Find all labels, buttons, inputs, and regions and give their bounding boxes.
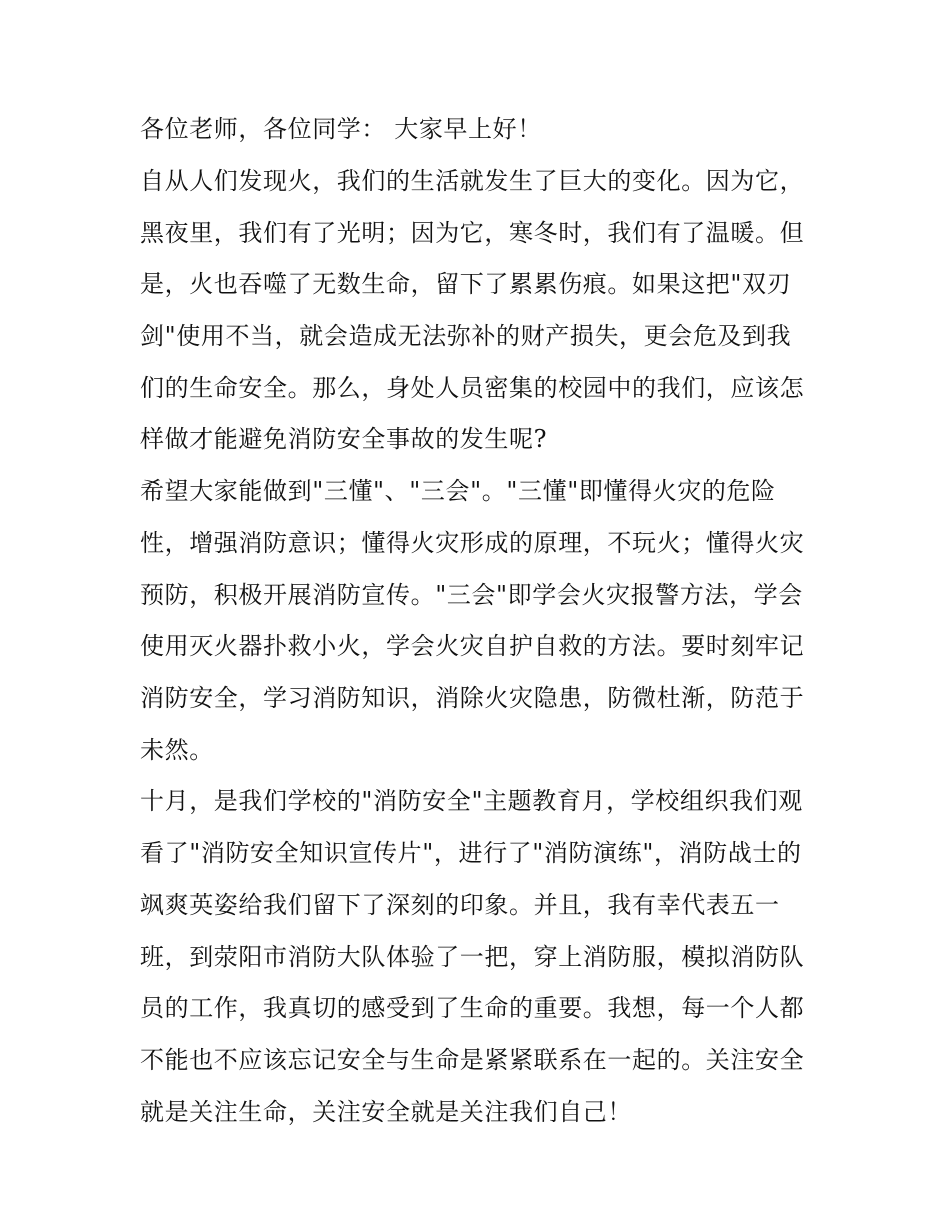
text-line: 不能也不应该忘记安全与生命是紧紧联系在一起的。关注安全: [140, 1046, 805, 1074]
text-line: 样做才能避免消防安全事故的发生呢?: [140, 425, 548, 453]
text-line-greeting: 各位老师，各位同学： 大家早上好！: [140, 115, 542, 143]
text-line: 们的生命安全。那么，身处人员密集的校园中的我们，应该怎: [140, 374, 805, 402]
text-line: 性，增强消防意识；懂得火灾形成的原理，不玩火；懂得火灾: [140, 529, 805, 557]
text-line: 使用灭火器扑救小火，学会火灾自护自救的方法。要时刻牢记: [140, 632, 805, 660]
text-line: 就是关注生命，关注安全就是关注我们自己！: [140, 1098, 632, 1126]
text-line: 预防，积极开展消防宣传。"三会"即学会火灾报警方法，学会: [140, 581, 803, 609]
text-line: 十月，是我们学校的"消防安全"主题教育月，学校组织我们观: [140, 787, 803, 815]
text-line: 消防安全，学习消防知识，消除火灾隐患，防微杜渐，防范于: [140, 684, 805, 712]
text-line: 剑"使用不当，就会造成无法弥补的财产损失，更会危及到我: [140, 322, 792, 350]
text-line: 未然。: [140, 736, 214, 764]
text-line: 是，火也吞噬了无数生命，留下了累累伤痕。如果这把"双刃: [140, 270, 792, 298]
text-line: 看了"消防安全知识宣传片"，进行了"消防演练"，消防战士的: [140, 839, 802, 867]
text-line: 黑夜里，我们有了光明；因为它，寒冬时，我们有了温暖。但: [140, 219, 805, 247]
text-line: 班，到荥阳市消防大队体验了一把，穿上消防服，模拟消防队: [140, 943, 805, 971]
text-line: 飒爽英姿给我们留下了深刻的印象。并且，我有幸代表五一: [140, 891, 780, 919]
text-line: 希望大家能做到"三懂"、"三会"。"三懂"即懂得火灾的危险: [140, 477, 776, 505]
text-line: 员的工作，我真切的感受到了生命的重要。我想，每一个人都: [140, 994, 805, 1022]
text-line: 自从人们发现火，我们的生活就发生了巨大的变化。因为它，: [140, 167, 805, 195]
